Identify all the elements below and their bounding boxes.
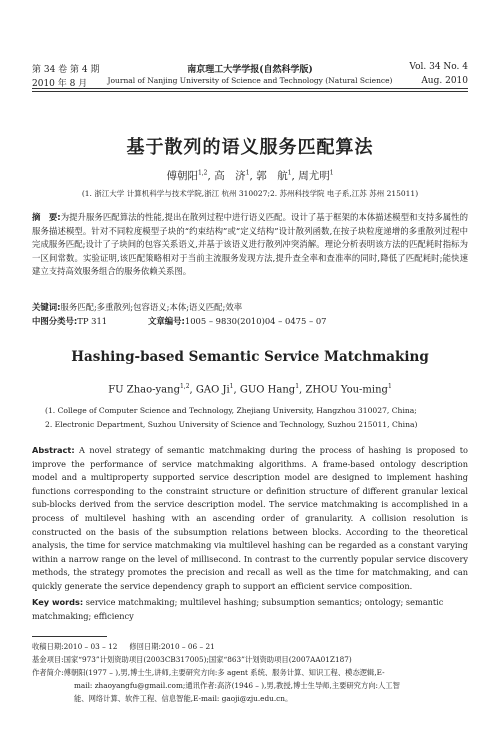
author-intro-line: 作者简介:傅朝阳(1977 – ),男,博士生,讲师,主要研究方向:多 agent 系统、服务计算、知识工程、模态逻辑,E- [32,668,385,677]
running-header [32,62,468,102]
received-date: 收稿日期:2010 – 03 – 12 [32,642,118,651]
doc-number-value: 1005 – 9830(2010)04 – 0475 – 07 [184,316,327,326]
header-rule-thin [32,91,468,92]
authors-en: FU Zhao-yang$^{1,2}$, GAO Ji$^1$, GUO Hang$^1$, ZHOU You-ming$^1$ [108,383,392,396]
affiliation-en-line: 2. Electronic Department, Suzhou University of Science and Technology, Suzhou 215011, China) [45,420,418,429]
clc-label: 中图分类号: [32,316,78,326]
author-affil-mark: 1 [245,169,250,177]
author-name: ZHOU You-ming [305,384,388,396]
author-name: 郭 航 [256,170,288,182]
author-name: 高 济 [214,170,246,182]
abstract-text-cn: 为提升服务匹配算法的性能,提出在散列过程中进行语义匹配。设计了基于框架的本体描述模型和支持多属性的服务描述模型。针对不同粒度模型子块的“约束结构”或“定义结构”设计散列函数,在按子块粒度递增的多重散列过程中完成服务匹配;设计了子块间的包容关系语义,并基于该语义进行散列冲突消解。理论分析表明该方法的匹配耗时指标为一区间常数。实验证明,该匹配策略相对于当前主流服务发现方法,提升查全率和查准率的同时,降低了匹配耗时;能快速建立支持高效服务组合的服务依赖关系图。 [32,212,468,277]
footnote-rule [32,636,107,637]
paper-title-cn: 基于散列的语义服务匹配算法 [126,137,374,158]
doc-number-label: 文章编号: [148,316,185,326]
volume-cn: 第 34 卷 第 4 期 [32,65,100,75]
funding-info: 基金项目:国家“973”计划资助项目(2003CB317005);国家“863”计划资助项目(2007AA01Z187) [32,655,352,664]
classification-line [32,315,468,327]
abstract-label-en: Abstract: [32,445,75,455]
date-cn: 2010 年 8 月 [32,79,88,89]
keywords-text-en: service matchmaking; multilevel hashing; subsumption semantics; ontology; semantic matchmaking; efficiency [32,597,444,621]
abstract-label-cn: 摘 要: [32,212,61,222]
author-affil-mark: 1,2 [179,383,190,390]
author-name: FU Zhao-yang [108,384,180,396]
author-affil-mark: 1 [387,383,392,390]
author-name: GAO Ji [195,384,230,396]
affiliation-en-line: (1. College of Computer Science and Technology, Zhejiang University, Hangzhou 310027, China; [45,406,417,415]
author-affil-mark: 1 [287,169,292,177]
keywords-cn [32,301,468,313]
authors-cn: 傅朝阳$^{1,2}$, 高 济$^1$, 郭 航$^1$, 周尤明$^1$ [166,169,334,182]
author-affil-mark: 1 [295,383,300,390]
keywords-label-cn: 关键词: [32,302,61,312]
author-affil-mark: 1 [229,383,234,390]
author-affil-mark: 1 [329,169,334,177]
author-name: 傅朝阳 [166,170,198,182]
clc-value: TP 311 [77,316,108,326]
abstract-text-en: A novel strategy of semantic matchmaking during the process of hashing is proposed to improve the performance of service matchmaking algorithms. A frame-based ontology description model and a multiproperty supported service description model are designed to implement hashing functions corresponding to the constraint structure or definition structure of different granular lexical sub-blocks derived from the service description model. The service matchmaking is accomplished in a process of multilevel hashing with an ascending order of granularity. A collision resolution is constructed on the basis of the subsumption relations between blocks. According to the theoretical analysis, the time for service matchmaking via multilevel hashing can be regarded as a constant varying within a narrow range on the level of millisecond. In contrast to the currently popular service discovery methods, the strategy promotes the precision and recall as well as the time for matchmaking, and can quickly generate the service dependency graph to support an efficient service composition. [32,445,468,591]
keywords-en [32,596,468,623]
journal-name-en: Journal of Nanjing University of Science and Technology (Natural Science) [107,76,393,85]
date-en: Aug. 2010 [421,76,468,86]
keywords-text-cn: 服务匹配;多重散列;包容语义;本体;语义匹配;效率 [60,302,243,312]
journal-name-cn: 南京理工大学学报(自然科学版) [187,65,313,75]
author-intro-line: mail: zhaoyangfu@gmail.com;通讯作者:高济(1946 – ),男,教授,博士生导师,主要研究方向:人工智 [74,681,400,690]
author-name: 周尤明 [298,170,330,182]
footnote [32,640,468,705]
abstract-cn [32,211,468,279]
author-affil-mark: 1,2 [197,169,208,177]
header-rule-thick [32,88,468,89]
author-name: GUO Hang [239,384,296,396]
paper-title-en: Hashing-based Semantic Service Matchmaking [71,349,429,365]
revised-date: 修回日期:2010 – 06 – 21 [129,642,215,651]
affiliation-en [45,404,460,432]
volume-en: Vol. 34 No. 4 [409,62,468,72]
keywords-label-en: Key words: [32,597,84,607]
abstract-en [32,444,468,594]
author-intro-line: 能、网络计算、软件工程、信息智能,E-mail: gaoji@zju.edu.cn。 [74,694,293,703]
affiliation-cn: (1. 浙江大学 计算机科学与技术学院,浙江 杭州 310027;2. 苏州科技学院 电子系,江苏 苏州 215011) [81,189,419,198]
